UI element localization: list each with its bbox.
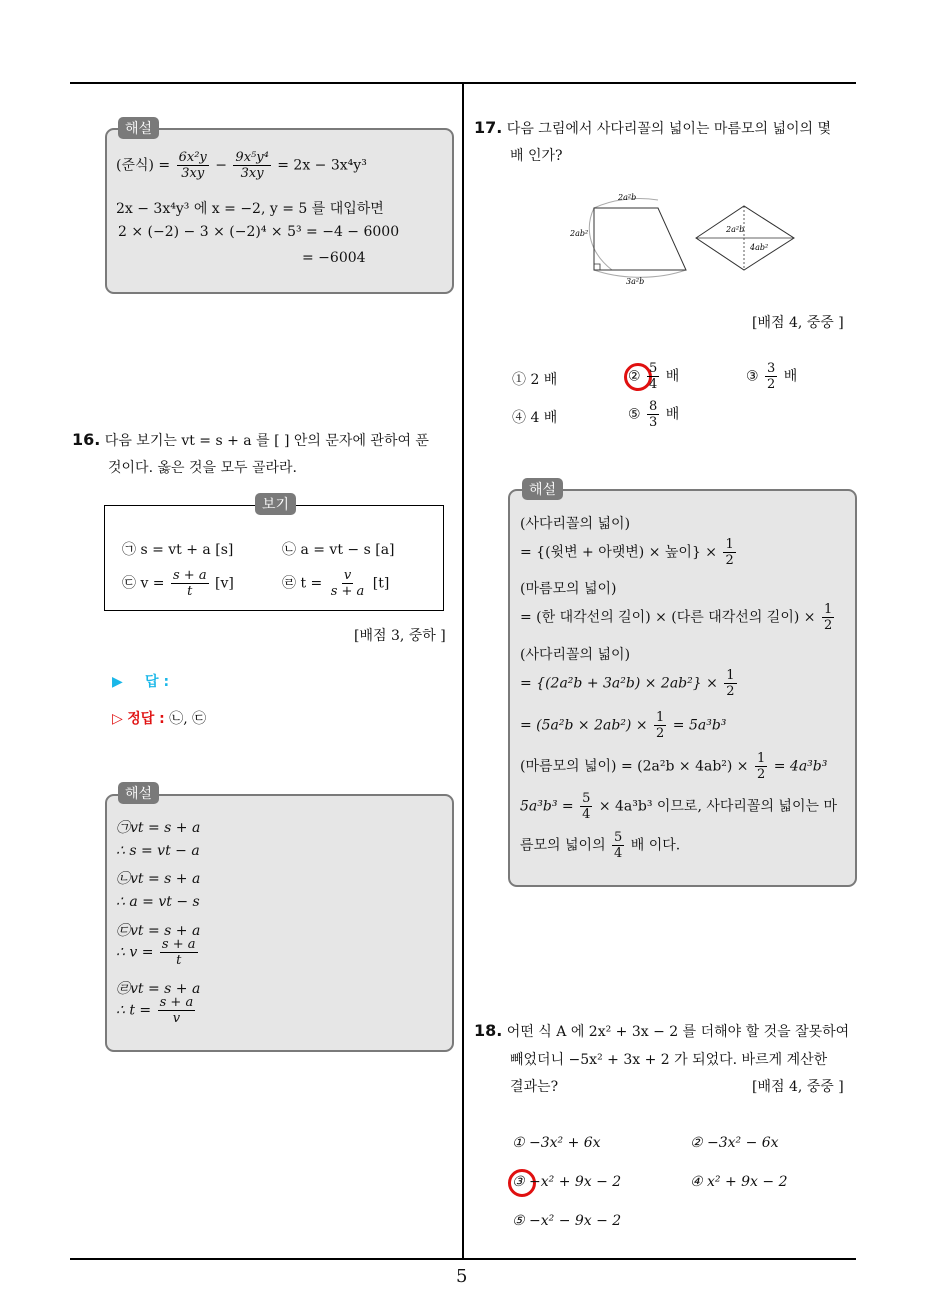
fig-label: 2ab² <box>570 229 589 238</box>
fig-label: 2a²b <box>726 225 745 234</box>
correct-answer-line: ▷ 정답 : ㉡, ㉢ <box>112 711 207 727</box>
bogi-item-b: ㉡ a = vt − s [a] <box>282 542 395 558</box>
explanation-line: 5a³b³ = $\frac{5}{4}$ × 4a³b³ 이므로, 사다리꼴의 넓이는 마 <box>520 791 837 822</box>
explanation-line: ㉠vt = s + a <box>116 820 201 836</box>
explanation-line: = −6004 <box>302 250 366 266</box>
question-16-text: 16. 다음 보기는 vt = s + a 를 [ ] 안의 문자에 관하여 푼 <box>72 430 429 449</box>
explanation-line: ㉡vt = s + a <box>116 871 201 887</box>
question-17-text-cont: 배 인가? <box>510 148 563 164</box>
score-17: [배점 4, 중중 ] <box>752 315 844 331</box>
score-18: [배점 4, 중중 ] <box>752 1079 844 1095</box>
option-2[interactable]: ② −3x² − 6x <box>690 1135 779 1151</box>
explanation-line: ∴ v = $\frac{s + a}{t}$ <box>116 937 196 968</box>
option-4[interactable]: ④ 4 배 <box>512 410 558 426</box>
fig-label: 4ab² <box>750 243 769 252</box>
explanation-line: (준식) = $\frac{\text{6x²y}}{3xy}$ − $\frac{\text{9x⁵y⁴}}{3xy}$ = 2x − 3x⁴y³ <box>116 150 367 181</box>
explanation-line: = (5a²b × 2ab²) × $\frac{1}{2}$ = 5a³b³ <box>520 710 727 741</box>
option-1[interactable]: ① −3x² + 6x <box>512 1135 601 1151</box>
question-17-text: 17. 다음 그림에서 사다리꼴의 넓이는 마름모의 넓이의 몇 <box>474 118 832 137</box>
option-3[interactable]: ③ $\frac{3}{2}$ 배 <box>746 361 798 392</box>
fig-label: 3a²b <box>626 277 645 286</box>
triangle-outline-icon: ▷ <box>112 711 123 727</box>
explanation-tag: 해설 <box>522 478 563 500</box>
question-18-text: 18. 어떤 식 A 에 2x² + 3x − 2 를 더해야 할 것을 잘못하여 <box>474 1021 850 1040</box>
explanation-line: (마름모의 넓이) = (2a²b × 4ab²) × $\frac{1}{2}$ = 4a³b³ <box>520 751 828 782</box>
explanation-line: = {(윗변 + 아랫변) × 높이} × $\frac{1}{2}$ <box>520 537 734 568</box>
page-number: 5 <box>456 1266 468 1287</box>
explanation-line: = {(2a²b + 3a²b) × 2ab²} × $\frac{1}{2}$ <box>520 668 735 699</box>
explanation-tag: 해설 <box>118 782 159 804</box>
explanation-line: ㉢vt = s + a <box>116 923 201 939</box>
trapezoid-rhombus-figure <box>568 188 808 288</box>
bogi-item-d: ㉣ t = $\frac{v}{s + a}$ [t] <box>282 568 390 599</box>
explanation-line: 2x − 3x⁴y³ 에 x = −2, y = 5 를 대입하면 <box>116 201 384 217</box>
column-divider <box>462 84 464 1260</box>
option-3[interactable]: ③ −x² + 9x − 2 <box>512 1174 622 1190</box>
question-number: 16. <box>72 430 101 449</box>
bottom-rule <box>70 1258 856 1260</box>
question-16-text-cont: 것이다. 옳은 것을 모두 골라라. <box>108 460 297 476</box>
question-number: 18. <box>474 1021 503 1040</box>
option-5[interactable]: ⑤ −x² − 9x − 2 <box>512 1213 622 1229</box>
explanation-line: ㉣vt = s + a <box>116 981 201 997</box>
option-5[interactable]: ⑤ $\frac{8}{3}$ 배 <box>628 399 680 430</box>
option-1[interactable]: ① 2 배 <box>512 372 558 388</box>
bogi-item-c: ㉢ v = $\frac{s + a}{t}$ [v] <box>122 568 234 599</box>
answer-line: ▶ 답 : <box>112 674 170 690</box>
option-2[interactable]: ② $\frac{5}{4}$ 배 <box>628 361 680 392</box>
question-number: 17. <box>474 118 503 137</box>
option-4[interactable]: ④ x² + 9x − 2 <box>690 1174 788 1190</box>
question-18-text-cont: 빼었더니 −5x² + 3x + 2 가 되었다. 바르게 계산한 <box>510 1052 828 1068</box>
explanation-line: 2 × (−2) − 3 × (−2)⁴ × 5³ = −4 − 6000 <box>118 224 400 240</box>
explanation-line: ∴ s = vt − a <box>116 843 200 859</box>
bogi-tag: 보기 <box>255 493 296 515</box>
explanation-line: = (한 대각선의 길이) × (다른 대각선의 길이) × $\frac{1}{2}$ <box>520 602 833 633</box>
explanation-line: (사다리꼴의 넓이) <box>520 647 631 663</box>
bogi-item-a: ㉠ s = vt + a [s] <box>122 542 234 558</box>
play-icon: ▶ <box>112 674 123 690</box>
score-16: [배점 3, 중하 ] <box>354 628 446 644</box>
question-18-text-cont: 결과는? <box>510 1079 559 1095</box>
explanation-line: (사다리꼴의 넓이) <box>520 516 631 532</box>
explanation-line: (마름모의 넓이) <box>520 581 617 597</box>
fig-label: 2a²b <box>618 193 637 202</box>
explanation-line: ∴ a = vt − s <box>116 894 200 910</box>
explanation-line: 름모의 넓이의 $\frac{5}{4}$ 배 이다. <box>520 830 681 861</box>
explanation-line: ∴ t = $\frac{s + a}{v}$ <box>116 995 194 1026</box>
explanation-tag: 해설 <box>118 117 159 139</box>
